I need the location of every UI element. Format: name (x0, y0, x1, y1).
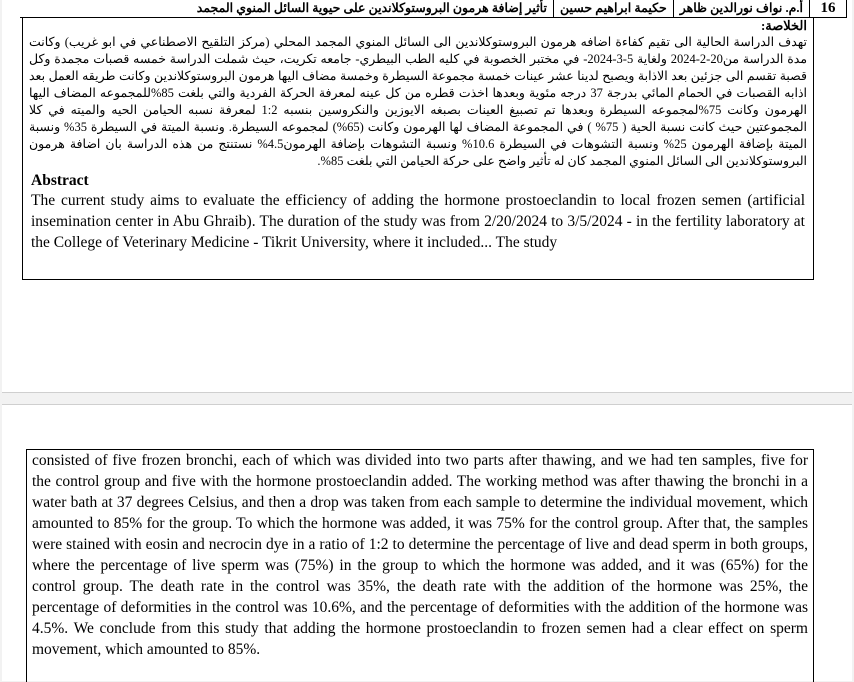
page-1 (2, 0, 852, 393)
header-author-2: حكيمة ابراهيم حسين (553, 0, 673, 17)
abstract-box (22, 17, 814, 280)
english-abstract-body-part2: consisted of five frozen bronchi, each of which was divided into two parts after thawing, and we had ten samples, five for the control group and five with the hormone prostoeclandin added. The working method was after thawing the bronchi in a water bath at 37 degrees Celsius, and then a drop was taken from each sample to determine the individual movement, which amounted to 85% for the group. To which the hormone was added, it was 75% for the control group. After that, the samples were stained with eosin and necrocin dye in a ratio of 1:2 to determine the percentage of live and dead sperm in both groups, where the percentage of live sperm was (75%) in the group to which the hormone was added, and it was (65%) for the control group. The death rate in the control was 35%, the death rate with the addition of the hormone was 25%, the percentage of deformities in the control was 10.6%, and the percentage of deformities with the addition of the hormone was 4.5%. We conclude from this study that adding the hormone prostoeclandin to frozen semen had a clear effect on sperm movement, which amounted to 85%. (32, 452, 808, 658)
page-number: 16 (809, 0, 847, 17)
header-title: تأثير إضافة هرمون البروستوكلاندين على حيوية السائل المنوي المجمد (196, 1, 547, 15)
running-header (20, 0, 847, 18)
arabic-abstract-body: تهدف الدراسة الحالية الى تقيم كفاءة اضافه هرمون البروستوكلاندين الى السائل المنوي المجمد المحلي (مركز التلقيح الاصطناعي في ابو غريب) وكانت مدة الدراسة من20-2-2024 ولغاية 5-3-2024- في مختبر الخصوبة في كليه الطب البيطري- جامعه تكريت، حيث شملت الدراسة خمسه قصبات مجمدة وكل قصبة تقسم الى جزئين بعد الاذابة ويصبح لدينا عشر عينات خمسة مجموعة السيطرة وخمسة مضاف اليها هرمون البروستوكلاندين وكانت طريقه العمل بعد اذابه القصبات في الحمام المائي بدرجة 37 درجه مئوية وبعدها اخذت قطره من كل عينه لمعرفة الحركة الفردية والتي بلغت 85%للمجموعه المضاف اليها الهرمون وكانت 75%لمجموعه السيطرة وبعدها تم تصبيغ العينات بصبغه الايوزين والنكروسين بنسبه 1:2 لمعرفة نسبه الحيامن الحيه والميته في كلا المجموعتين حيث كانت نسبة الحية ( 75% ) في المجموعة المضاف لها الهرمون وكانت (65%) لمجموعه السيطرة. ونسبة الميتة في السيطرة 35% ونسبة الميتة بإضافة الهرمون 25% ونسبة التشوهات في السيطرة 10.6% ونسبة التشوهات بإضافة الهرمون4.5% نستنتج من هذه الدراسة بان اضافة هرمون البروستوكلاندين الى السائل المنوي المجمد كان له تأثير واضح على حركة الحيامن التي بلغت 85%. (29, 35, 808, 168)
header-author-1: أ.م. نواف نورالدين ظاهر (673, 0, 809, 17)
page-2 (2, 404, 852, 681)
arabic-abstract-heading: الخلاصة: (760, 18, 807, 33)
abstract-continuation-box (26, 449, 814, 682)
english-abstract-body-part1: The current study aims to evaluate the efficiency of adding the hormone prostoeclandin to local frozen semen (artificial insemination center in Abu Ghraib). The duration of the study was from 2/20/2024 to 3/5/2024 - in the fertility laboratory at the College of Veterinary Medicine - Tikrit University, where it included... The study (31, 192, 805, 251)
english-abstract-heading: Abstract (31, 172, 89, 189)
